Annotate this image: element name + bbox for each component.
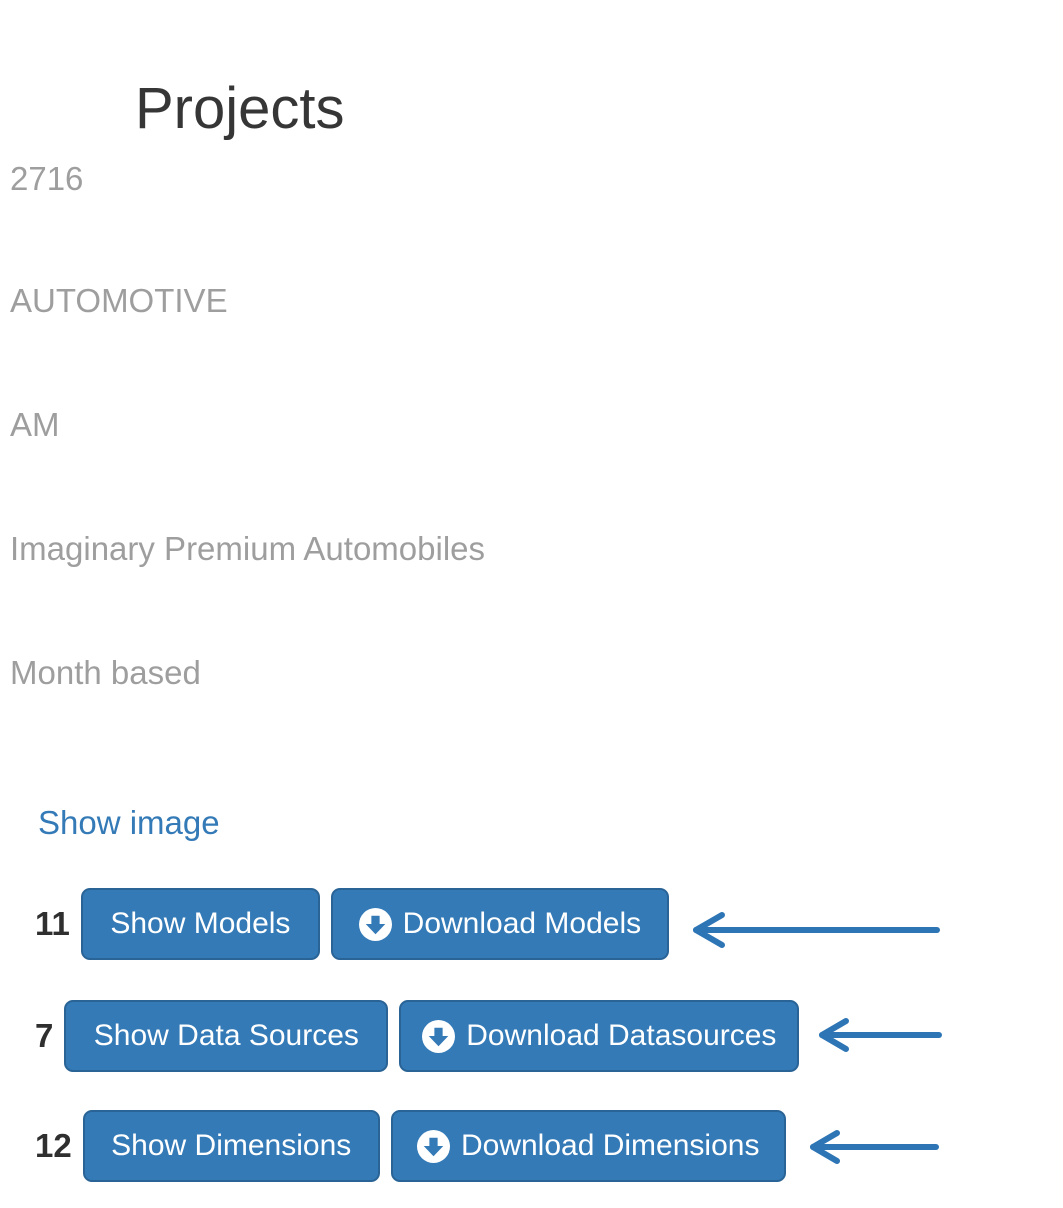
download-dimensions-label: Download Dimensions — [460, 1129, 760, 1162]
datasources-action-row — [35, 1000, 799, 1072]
arrow-circle-down-icon — [417, 1130, 450, 1163]
page-title: Projects — [135, 75, 345, 141]
show-dimensions-button[interactable]: Show Dimensions — [83, 1110, 380, 1182]
left-arrow-icon — [805, 1127, 939, 1167]
datasources-count: 7 — [35, 1017, 54, 1054]
show-image-link[interactable]: Show image — [38, 804, 220, 841]
download-models-label: Download Models — [402, 907, 642, 940]
show-models-button[interactable]: Show Models — [81, 888, 320, 960]
left-arrow-icon — [688, 910, 940, 950]
download-models-button[interactable] — [331, 888, 669, 960]
project-abbreviation-value: AM — [10, 406, 60, 443]
arrow-circle-down-icon — [359, 908, 392, 941]
models-action-row — [35, 888, 669, 960]
download-dimensions-button[interactable] — [391, 1110, 786, 1182]
project-id-value: 2716 — [10, 160, 84, 197]
arrow-circle-down-icon — [422, 1020, 455, 1053]
show-data-sources-button[interactable]: Show Data Sources — [64, 1000, 388, 1072]
left-arrow-icon — [814, 1015, 942, 1055]
project-name-value: Imaginary Premium Automobiles — [10, 530, 486, 567]
project-period-type-value: Month based — [10, 654, 201, 691]
download-datasources-label: Download Datasources — [466, 1019, 777, 1052]
project-code-value: AUTOMOTIVE — [10, 282, 228, 319]
dimensions-action-row — [35, 1110, 786, 1182]
download-datasources-button[interactable] — [399, 1000, 799, 1072]
models-count: 11 — [35, 905, 70, 942]
dimensions-count: 12 — [35, 1127, 72, 1164]
